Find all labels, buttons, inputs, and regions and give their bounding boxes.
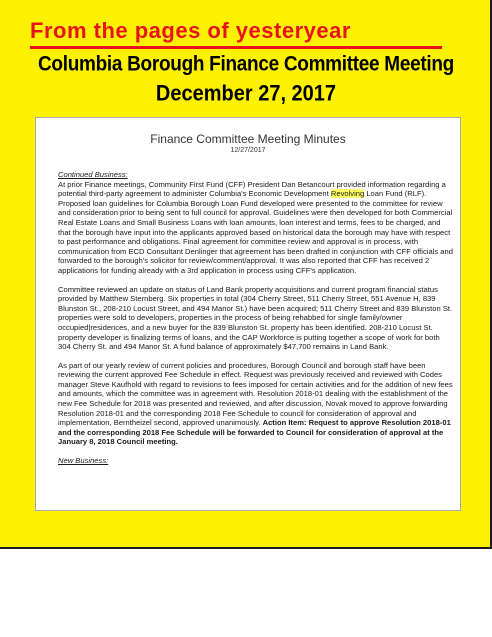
tagline: From the pages of yesteryear (30, 18, 351, 43)
page-title: Columbia Borough Finance Committee Meeting (38, 52, 454, 77)
continued-business-heading: Continued Business: (58, 170, 128, 179)
paragraph-new-business (58, 456, 454, 466)
paragraph-land-bank: Committee reviewed an update on status of Land Bank property acquisitions and current program financial status provided by Matthew Sternberg. Six properties in total (304 Cherry Street, 511 Cherry Street, 551 Avenue H, 839 Blunston St., 208-210 Locust Street, and 494 Manor St.) have been acquired; 511 Cherry Street and 839 Blunston St. properties were sold to developers, properties in the process of being rehabbed for single family/owner occupied|residences, and a new buyer for the 839 Blunston St. property has been identified. 208-210 Locust St. property developer is finalizing terms of loans, and the CAP Workforce is putting together a scope of work for both 304 Cherry St. and 494 Manor St. A fund balance of approximately $47,700 remains in Land Bank. (58, 284, 453, 352)
paragraph-continued-business (58, 170, 454, 276)
minutes-document (35, 117, 461, 511)
minutes-body (58, 170, 454, 475)
tagline-underline (30, 46, 442, 49)
p1-text-a: At prior Finance meetings, Community First Fund (CFF) President Dan Betancourt provided information regarding a potential third-party agreement to administer Columbia's Economic Development (58, 179, 446, 199)
action-item: Action Item: Request to approve Resolution 2018-01 and the corresponding 2018 Fee Schedule will be forwarded to Council for consideration of approval at the January 8, 2018 Council meeting. (58, 418, 451, 447)
p1-text-b: Loan Fund (RLF). Proposed loan guidelines for Columbia Borough Loan Fund developed were presented to the committee for review and consideration prior to being sent to full council for approval. Guidelines were then developed for both Commercial Real Estate Loans and Small Business Loans with loan amounts, loan interest and terms, fees to be charged, and that the borough have input into the applicants approved based on historical data the borough may have with respect to past performance and obligations. Final agreement for committee review and approval is in process, with communication from ECD Consultant Denlinger that agreement has been drafted in conjunction with CFF officials and forwarded to the borough's solicitor for review/comment/approval. It was also reported that CFF has received 2 applications for funding already with a 3rd application in process using CFF's application. (58, 189, 453, 275)
paragraph-fee-schedule (58, 361, 454, 447)
page-date: December 27, 2017 (155, 81, 337, 107)
highlighted-word: Revolving (330, 189, 365, 199)
minutes-date: 12/27/2017 (230, 147, 266, 154)
new-business-heading: New Business: (58, 456, 109, 466)
p3-text: As part of our yearly review of current policies and procedures, Borough Council and borough staff have been reviewing the current approved Fee Schedule in effect. Request was previously received and reviewed with Codes manager Steve Kaufhold with regard to revisions to fees imposed for certain activities and for the addition of new fees and amounts, which the committee was in agreement with. Resolution 2018-01 dealing with the establishment of the new Fee Schedule for 2018 was presented and reviewed, and after discussion, Novak moved to approve forwarding Resolution 2018-01 and the corresponding 2018 Fee Schedule to council for consideration of approval and implementation, Berntheizel second, approved unanimously. (58, 360, 453, 428)
minutes-title: Finance Committee Meeting Minutes (150, 132, 346, 146)
